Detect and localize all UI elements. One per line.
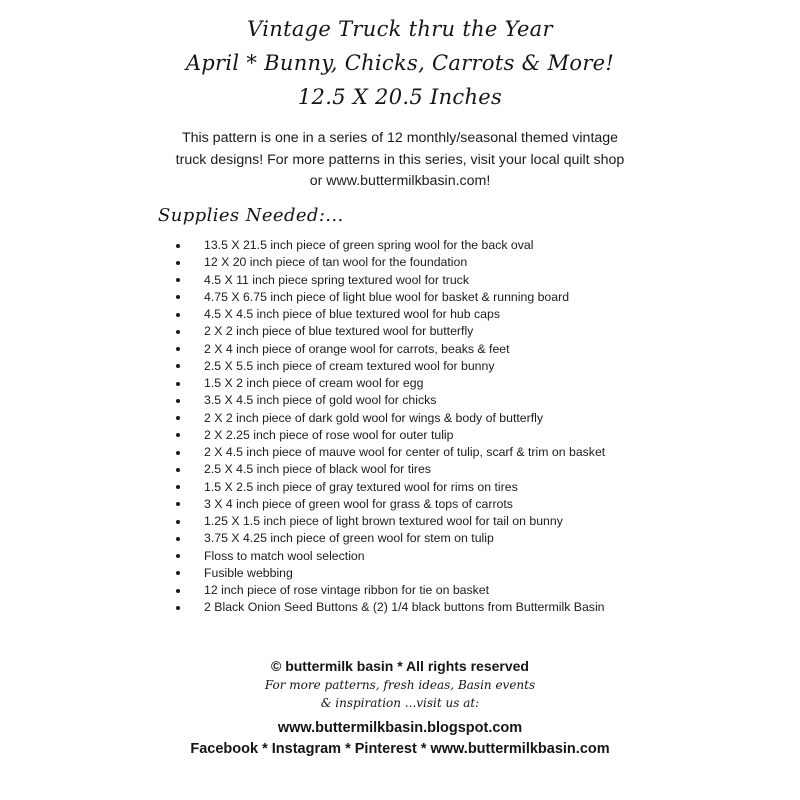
- supply-item: [176, 254, 605, 271]
- supply-item-text: 12 X 20 inch piece of tan wool for the foundation: [204, 255, 468, 270]
- bullet-icon: [176, 520, 180, 524]
- supply-item-text: 3.75 X 4.25 inch piece of green wool for stem on tulip: [204, 531, 494, 546]
- supply-item-text: 12 inch piece of rose vintage ribbon for tie on basket: [204, 583, 490, 597]
- supply-item: [176, 599, 605, 616]
- supply-item: [176, 496, 605, 513]
- supplies-list: [176, 237, 605, 617]
- bullet-icon: [176, 537, 180, 541]
- intro-line-2: truck designs! For more patterns in this series, visit your local quilt shop: [175, 151, 625, 168]
- supply-item-text: Fusible webbing: [204, 565, 293, 580]
- supply-item: [176, 565, 605, 582]
- supply-item-text: 2 X 2.25 inch piece of rose wool for outer tulip: [204, 427, 454, 442]
- supply-item-text: 1.25 X 1.5 inch piece of light brown textured wool for tail on bunny: [204, 514, 563, 528]
- bullet-icon: [176, 382, 180, 386]
- supply-item-text: 2 Black Onion Seed Buttons & (2) 1/4 black buttons from Buttermilk Basin: [204, 600, 605, 615]
- supply-item: [176, 427, 605, 444]
- bullet-icon: [176, 313, 180, 317]
- title-line-3: 12.5 X 20.5 Inches: [297, 85, 503, 109]
- footer-script-line-1: For more patterns, fresh ideas, Basin events: [264, 678, 536, 692]
- bullet-icon: [176, 451, 180, 455]
- bullet-icon: [176, 433, 180, 437]
- supply-item-text: 4.5 X 11 inch piece spring textured wool for truck: [204, 272, 469, 287]
- title-block: [0, 12, 800, 114]
- bullet-icon: [176, 330, 180, 334]
- footer: [0, 656, 800, 760]
- bullet-icon: [176, 244, 180, 248]
- supply-item: [176, 323, 605, 340]
- bullet-icon: [176, 606, 180, 610]
- footer-script-line-2: & inspiration ...visit us at:: [320, 696, 480, 710]
- supply-item: [176, 375, 605, 392]
- bullet-icon: [176, 485, 180, 489]
- bullet-icon: [176, 347, 180, 351]
- supply-item: [176, 513, 605, 530]
- supply-item-text: 2 X 2 inch piece of blue textured wool for butterfly: [204, 324, 474, 339]
- supply-item-text: 3.5 X 4.5 inch piece of gold wool for chicks: [204, 393, 437, 408]
- social-links: Facebook * Instagram * Pinterest * www.buttermilkbasin.com: [190, 741, 610, 757]
- supply-item: [176, 341, 605, 358]
- title-line-1: Vintage Truck thru the Year: [247, 17, 553, 41]
- supply-item-text: Floss to match wool selection: [204, 548, 365, 563]
- supply-item: [176, 410, 605, 427]
- intro-line-1: This pattern is one in a series of 12 monthly/seasonal themed vintage: [181, 130, 619, 146]
- supply-item: [176, 272, 605, 289]
- bullet-icon: [176, 399, 180, 403]
- supply-item: [176, 530, 605, 547]
- supply-item: [176, 392, 605, 409]
- supplies-heading: Supplies Needed:...: [158, 205, 344, 226]
- intro-paragraph: [140, 128, 660, 193]
- bullet-icon: [176, 261, 180, 265]
- supply-item-text: 13.5 X 21.5 inch piece of green spring wool for the back oval: [204, 238, 534, 252]
- supply-item-text: 2.5 X 4.5 inch piece of black wool for tires: [204, 462, 431, 477]
- copyright-notice: © buttermilk basin * All rights reserved: [271, 658, 529, 674]
- supply-item: [176, 306, 605, 323]
- supply-item-text: 4.75 X 6.75 inch piece of light blue wool for basket & running board: [204, 289, 570, 304]
- supply-item: [176, 444, 605, 461]
- supply-item: [176, 358, 605, 375]
- title-line-2: April * Bunny, Chicks, Carrots & More!: [185, 51, 615, 75]
- supply-item-text: 2 X 4.5 inch piece of mauve wool for center of tulip, scarf & trim on basket: [204, 445, 606, 459]
- bullet-icon: [176, 295, 180, 299]
- blog-url: www.buttermilkbasin.blogspot.com: [277, 720, 523, 736]
- supply-item: [176, 479, 605, 496]
- supply-item-text: 2 X 2 inch piece of dark gold wool for wings & body of butterfly: [204, 410, 544, 425]
- supply-item: [176, 461, 605, 478]
- bullet-icon: [176, 554, 180, 558]
- supply-item: [176, 237, 605, 254]
- supply-item-text: 3 X 4 inch piece of green wool for grass & tops of carrots: [204, 496, 513, 511]
- intro-line-3: or www.buttermilkbasin.com!: [309, 173, 491, 189]
- supply-item: [176, 582, 605, 599]
- bullet-icon: [176, 468, 180, 472]
- supply-item-text: 2.5 X 5.5 inch piece of cream textured wool for bunny: [204, 358, 495, 373]
- supply-item-text: 1.5 X 2 inch piece of cream wool for egg: [204, 376, 424, 390]
- supply-item: [176, 289, 605, 306]
- supply-item-text: 2 X 4 inch piece of orange wool for carrots, beaks & feet: [204, 341, 510, 356]
- bullet-icon: [176, 278, 180, 282]
- supply-item-text: 4.5 X 4.5 inch piece of blue textured wool for hub caps: [204, 307, 500, 321]
- supply-item-text: 1.5 X 2.5 inch piece of gray textured wool for rims on tires: [204, 479, 518, 494]
- supply-item: [176, 548, 605, 565]
- bullet-icon: [176, 502, 180, 506]
- bullet-icon: [176, 364, 180, 368]
- bullet-icon: [176, 589, 180, 593]
- bullet-icon: [176, 571, 180, 575]
- bullet-icon: [176, 416, 180, 420]
